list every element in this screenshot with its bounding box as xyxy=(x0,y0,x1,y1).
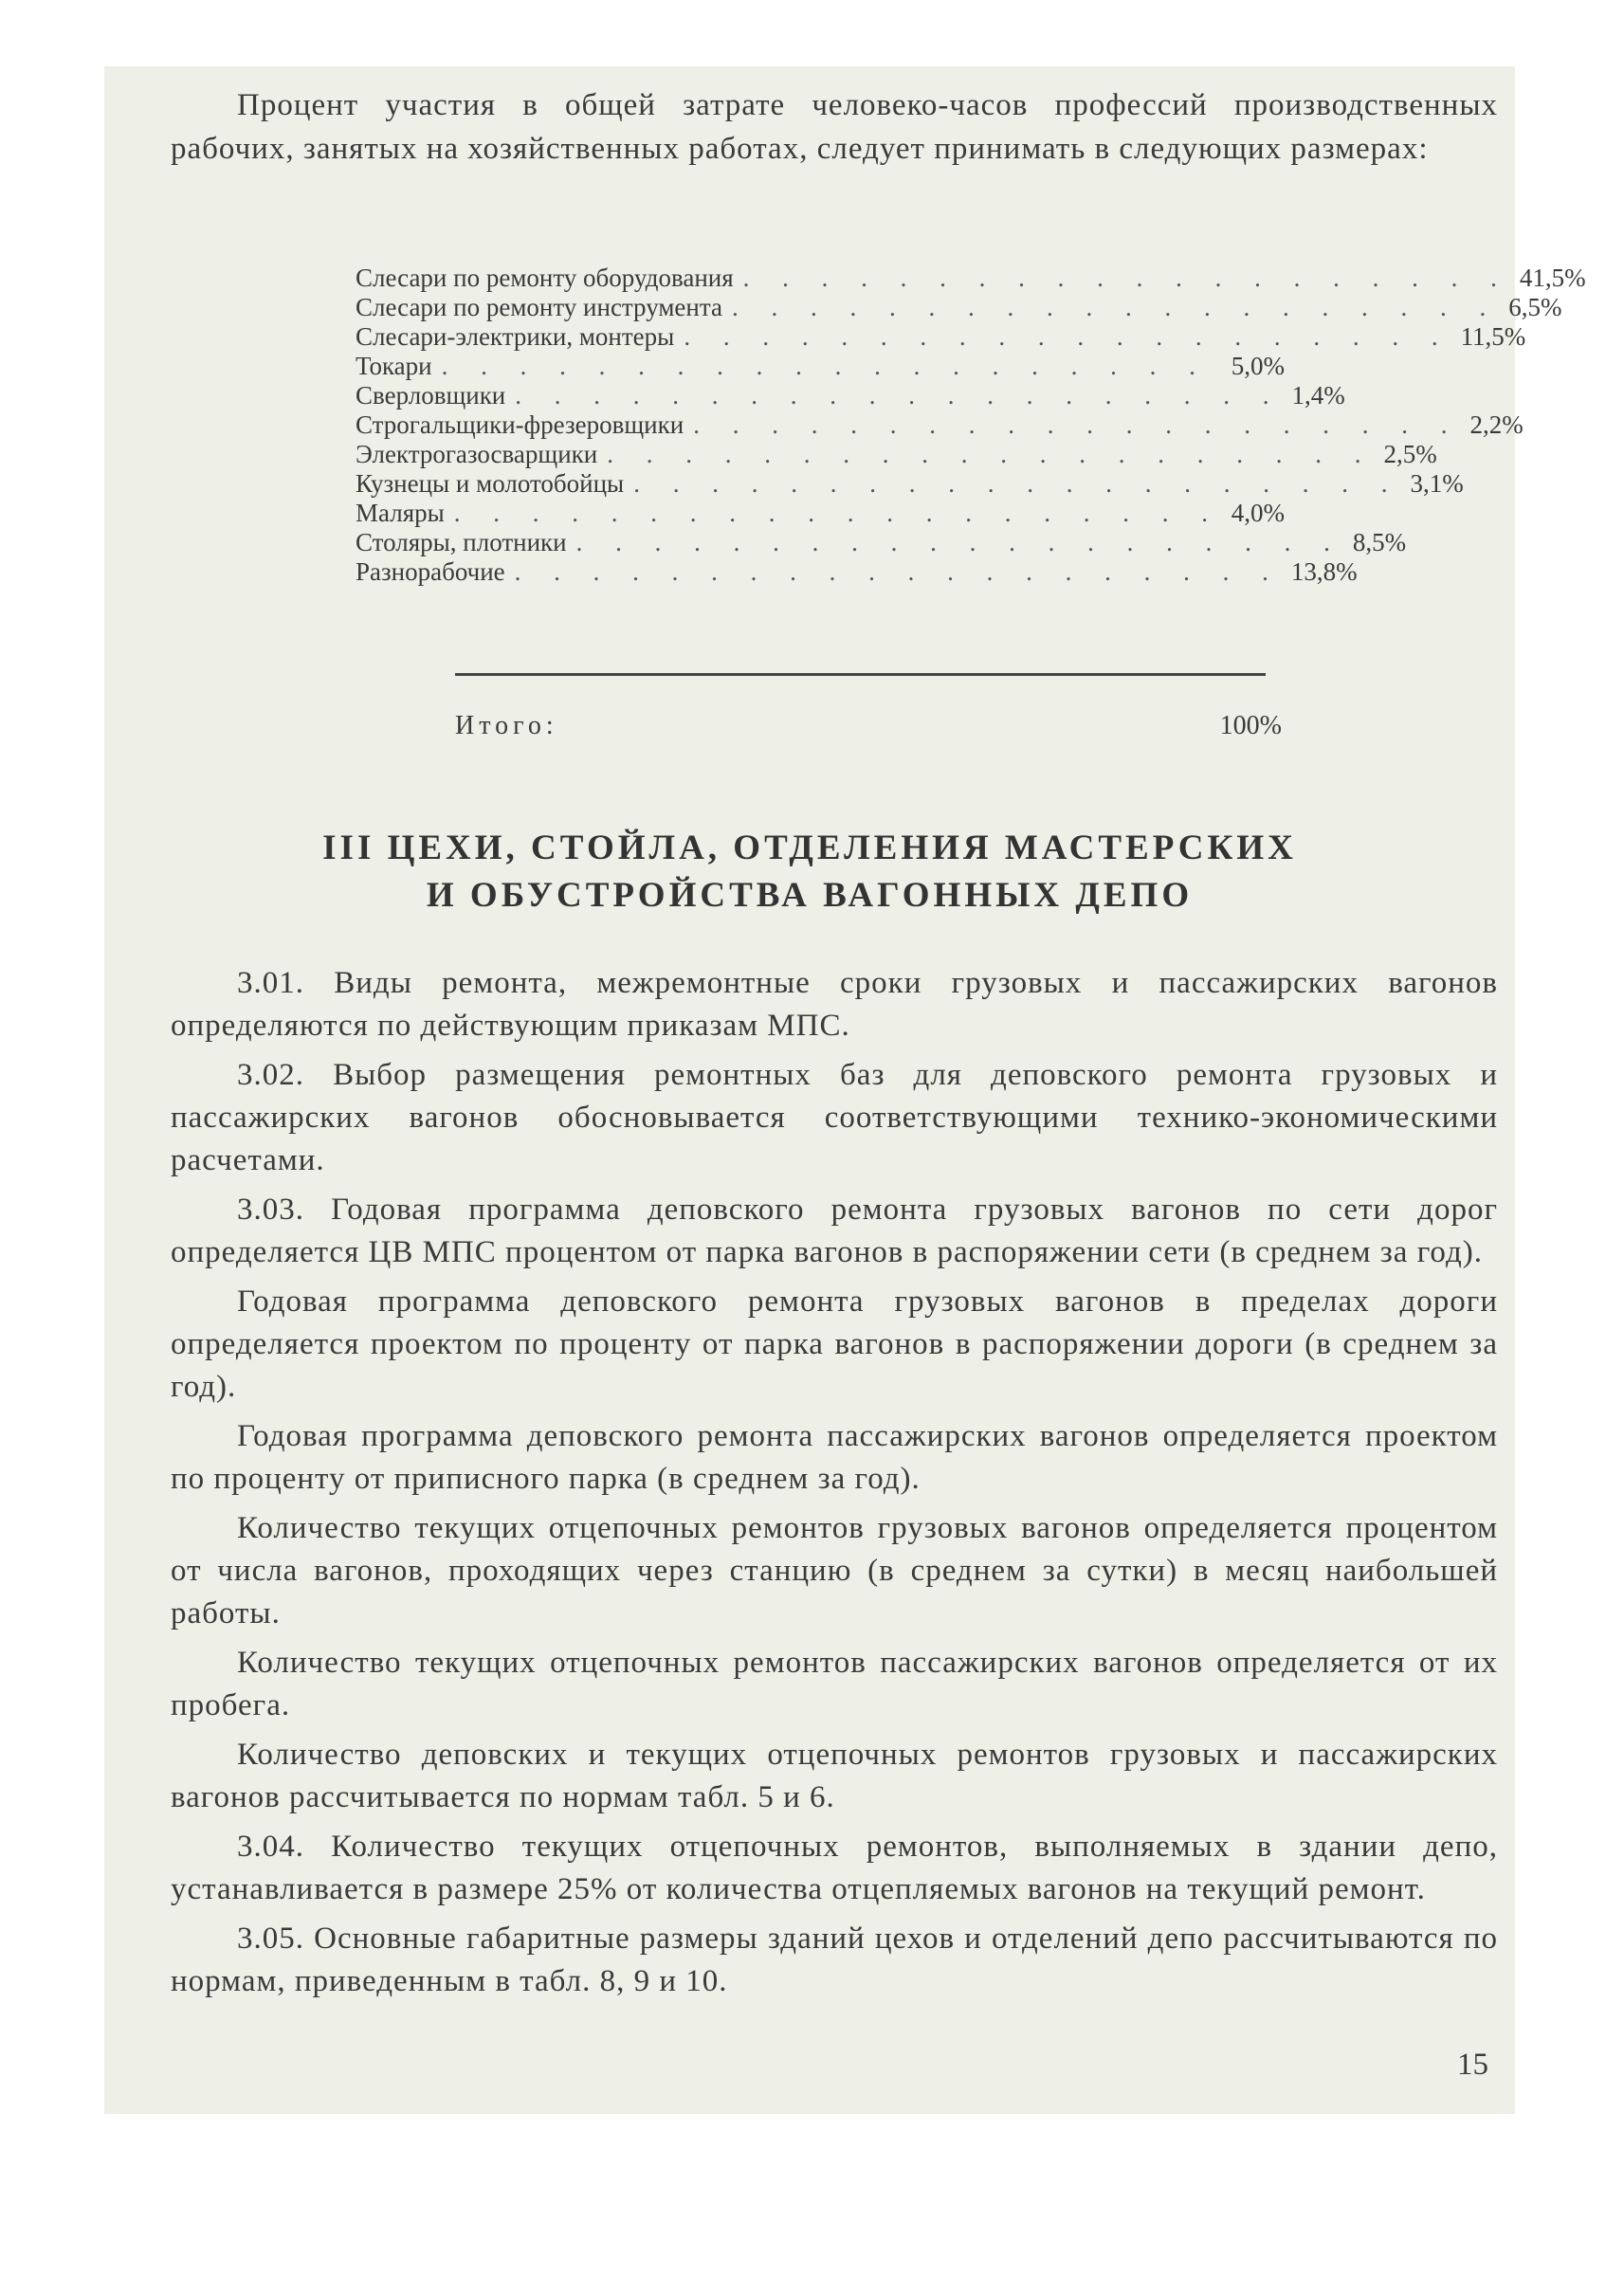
profession-name: Слесари по ремонту инструмента xyxy=(356,293,722,321)
section-title-line-1: III ЦЕХИ, СТОЙЛА, ОТДЕЛЕНИЯ МАСТЕРСКИХ xyxy=(322,829,1297,867)
table-row xyxy=(356,410,1524,440)
intro-block xyxy=(171,83,1498,171)
table-row xyxy=(356,352,1285,381)
section-title-line-2: И ОБУСТРОЙСТВА ВАГОННЫХ ДЕПО xyxy=(426,876,1194,915)
dot-leader: . . . . . . . . . . . . . . . . . . . . xyxy=(515,381,1283,410)
profession-percent: 2,5% xyxy=(1383,440,1437,468)
document-page xyxy=(104,66,1586,2114)
profession-name: Слесари-электрики, монтеры xyxy=(356,322,675,351)
profession-name: Сверловщики xyxy=(356,381,506,410)
paragraph-repairs-norms: Количество деповских и текущих отцепочных ремонтов грузовых и пассажирских вагонов рассчитывается по нормам табл. 5 и 6. xyxy=(171,1738,1498,1814)
dot-leader: . . . . . . . . . . . . . . . . . . . . xyxy=(607,440,1375,468)
dot-leader: . . . . . . . . . . . . . . . . . . . . xyxy=(684,322,1451,351)
profession-name: Токари xyxy=(356,352,432,380)
profession-percent: 2,2% xyxy=(1469,410,1524,439)
profession-percent: 1,4% xyxy=(1291,381,1345,410)
profession-name: Кузнецы и молотобойцы xyxy=(356,469,625,498)
paragraph-3-04: 3.04. Количество текущих отцепочных ремонтов, выполняемых в здании депо, устанавливается в размере 25% от количества отцепляемых вагонов на текущий ремонт. xyxy=(171,1830,1498,1906)
profession-percent: 6,5% xyxy=(1508,293,1562,321)
intro-paragraph: Процент участия в общей затрате человеко-часов профессий производственных рабочих, занятых на хозяйственных работах, следует принимать в следующих размерах: xyxy=(171,88,1498,166)
profession-percent: 11,5% xyxy=(1460,322,1526,351)
dot-leader: . . . . . . . . . . . . . . . . . . . . xyxy=(731,293,1500,321)
dot-leader: . . . . . . . . . . . . . . . . . . . . xyxy=(514,557,1282,586)
dot-leader: . . . . . . . . . . . . . . . . . . . . xyxy=(441,352,1209,380)
paragraph-freight-road-program: Годовая программа деповского ремонта грузовых вагонов в пределах дороги определяется проектом по проценту от парка вагонов в распоряжении дороги (в среднем за год). xyxy=(171,1284,1498,1404)
profession-name: Маляры xyxy=(356,499,445,527)
paragraph-3-05: 3.05. Основные габаритные размеры зданий цехов и отделений депо рассчитываются по нормам, приведенным в табл. 8, 9 и 10. xyxy=(171,1922,1498,1998)
table-row xyxy=(356,381,1345,410)
dot-leader: . . . . . . . . . . . . . . . . . . . . xyxy=(693,410,1461,439)
profession-percent: 5,0% xyxy=(1231,352,1285,380)
paragraph-3-02: 3.02. Выбор размещения ремонтных баз для деповского ремонта грузовых и пассажирских вагонов обосновывается соответствующими технико-экономическими расчетами. xyxy=(171,1058,1498,1177)
profession-percent: 3,1% xyxy=(1410,469,1464,498)
table-row xyxy=(356,528,1407,557)
profession-name: Электрогазосварщики xyxy=(356,440,598,468)
profession-percent: 4,0% xyxy=(1231,499,1285,527)
profession-percent: 41,5% xyxy=(1519,264,1586,292)
profession-percent: 13,8% xyxy=(1290,557,1358,586)
section-heading xyxy=(104,825,1515,920)
profession-percent: 8,5% xyxy=(1352,528,1407,556)
paragraph-3-01: 3.01. Виды ремонта, межремонтные сроки грузовых и пассажирских вагонов определяются по действующим приказам МПС. xyxy=(171,966,1498,1043)
profession-name: Разнорабочие xyxy=(356,557,505,586)
profession-name: Строгальщики-фрезеровщики xyxy=(356,410,684,439)
profession-percent-table xyxy=(356,264,1586,587)
table-row xyxy=(356,322,1526,352)
dot-leader: . . . . . . . . . . . . . . . . . . . . xyxy=(453,499,1222,527)
section-body xyxy=(171,962,1498,2010)
table-row xyxy=(356,440,1437,469)
table-row xyxy=(356,499,1285,528)
table-row xyxy=(356,293,1562,322)
paragraph-3-03: 3.03. Годовая программа деповского ремонта грузовых вагонов по сети дорог определяется ЦВ МПС процентом от парка вагонов в распоряжении сети (в среднем за год). xyxy=(171,1193,1498,1269)
profession-name: Слесари по ремонту оборудования xyxy=(356,264,734,292)
table-row xyxy=(356,557,1358,587)
dot-leader: . . . . . . . . . . . . . . . . . . . . xyxy=(633,469,1401,498)
paragraph-passenger-program: Годовая программа деповского ремонта пассажирских вагонов определяется проектом по проценту от приписного парка (в среднем за год). xyxy=(171,1419,1498,1496)
page-number: 15 xyxy=(1457,2048,1488,2082)
dot-leader: . . . . . . . . . . . . . . . . . . . . xyxy=(742,264,1510,292)
paragraph-passenger-current-repairs: Количество текущих отцепочных ремонтов пассажирских вагонов определяется от их пробега. xyxy=(171,1646,1498,1722)
table-row xyxy=(356,264,1586,293)
total-value: 100% xyxy=(1219,711,1282,740)
paragraph-freight-current-repairs: Количество текущих отцепочных ремонтов грузовых вагонов определяется процентом от числа вагонов, проходящих через станцию (в среднем за сутки) в месяц наибольшей работы. xyxy=(171,1511,1498,1630)
total-divider xyxy=(455,673,1266,676)
total-label: Итого: xyxy=(455,711,558,740)
profession-name: Столяры, плотники xyxy=(356,528,567,556)
dot-leader: . . . . . . . . . . . . . . . . . . . . xyxy=(575,528,1343,556)
table-row xyxy=(356,469,1464,499)
